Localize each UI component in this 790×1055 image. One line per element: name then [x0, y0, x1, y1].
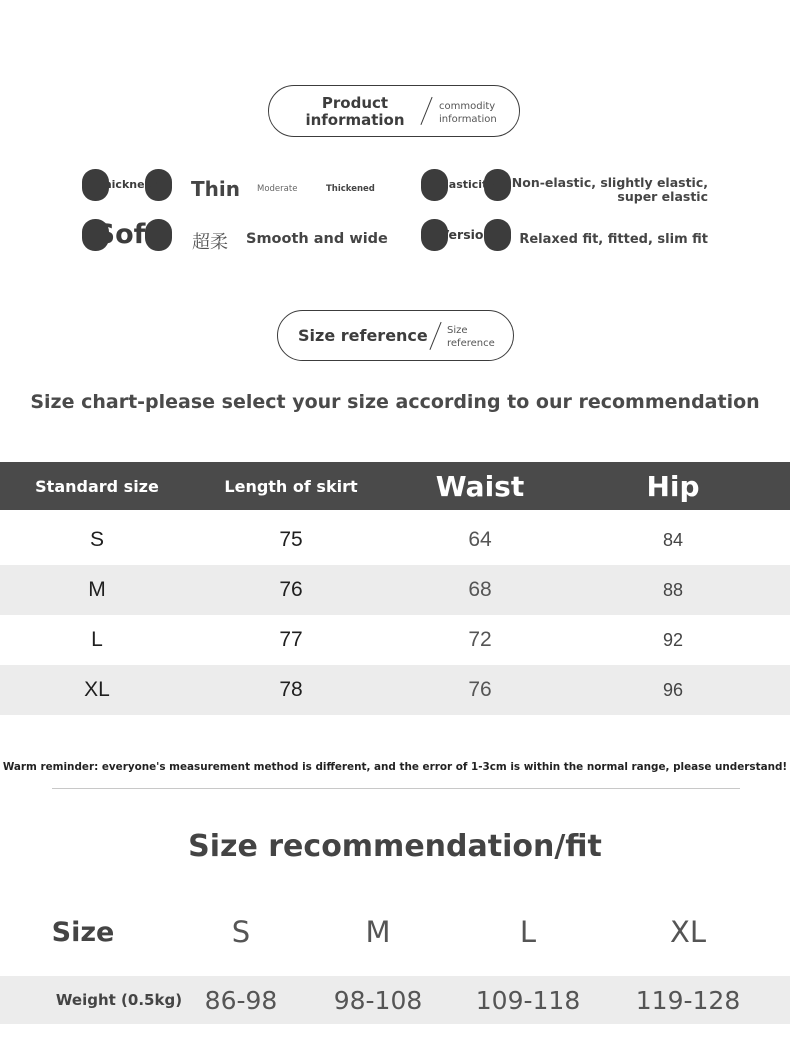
header-waist: Waist	[435, 469, 525, 503]
soft-option-super-soft: 超柔	[192, 232, 228, 253]
thickness-label-badge	[82, 169, 172, 201]
version-label-badge	[421, 219, 511, 251]
thickness-option-moderate: Moderate	[257, 184, 298, 194]
cell-hip: 84	[662, 529, 684, 550]
version-label: Version	[439, 227, 493, 242]
cell-waist: 76	[468, 678, 492, 701]
cell-waist: 64	[468, 528, 492, 551]
size-l: L	[519, 915, 537, 949]
cell-waist: 72	[468, 628, 492, 651]
weight-label: Weight (0.5kg)	[55, 991, 183, 1009]
weight-s: 86-98	[204, 985, 278, 1015]
cell-length: 78	[279, 678, 303, 701]
cell-size: L	[91, 628, 103, 651]
size-table-header	[0, 462, 790, 510]
cell-hip: 92	[662, 629, 684, 650]
header-length-of-skirt: Length of skirt	[224, 476, 358, 496]
cell-size: XL	[84, 678, 110, 701]
section-divider	[52, 788, 740, 789]
table-row	[0, 565, 790, 615]
weight-l: 109-118	[475, 985, 581, 1015]
weight-xl: 119-128	[635, 985, 741, 1015]
elasticity-value: Non-elastic, slightly elastic, super elastic	[511, 175, 708, 204]
elasticity-label: Elasticity	[437, 178, 495, 191]
size-m: M	[365, 915, 391, 949]
header-hip: Hip	[646, 469, 700, 503]
thickness-label: Thickness	[96, 178, 158, 191]
soft-option-smooth: Smooth and wide	[246, 231, 388, 247]
cell-hip: 88	[662, 579, 684, 600]
cell-size: M	[88, 578, 106, 601]
size-chart-title: Size chart-please select your size according to our recommendation	[30, 391, 760, 413]
version-value: Relaxed fit, fitted, slim fit	[519, 232, 708, 247]
size-reference-sub: Size reference	[447, 325, 495, 349]
thickness-option-thin: Thin	[191, 177, 240, 201]
size-label: Size	[51, 916, 115, 948]
weight-m: 98-108	[333, 985, 423, 1015]
size-reference-heading	[277, 310, 514, 361]
product-info-heading	[268, 85, 520, 137]
recommendation-title: Size recommendation/fit	[188, 829, 602, 864]
size-xl: XL	[669, 915, 707, 949]
product-info-main: Product information	[305, 94, 405, 129]
soft-label-badge	[82, 219, 172, 251]
cell-length: 77	[279, 628, 303, 651]
soft-label: Soft	[95, 219, 159, 250]
size-s: S	[231, 915, 251, 949]
table-row	[0, 665, 790, 715]
warm-reminder: Warm reminder: everyone's measurement method is different, and the error of 1-3cm is within the normal range, please understand!	[2, 761, 788, 773]
size-reference-main: Size reference	[298, 326, 428, 345]
cell-size: S	[89, 528, 104, 551]
cell-length: 75	[279, 528, 303, 551]
header-standard-size: Standard size	[35, 476, 159, 496]
cell-length: 76	[279, 578, 303, 601]
cell-waist: 68	[468, 578, 492, 601]
elasticity-label-badge	[421, 169, 511, 201]
thickness-option-thickened: Thickened	[326, 184, 375, 194]
recommendation-weight-row	[0, 976, 790, 1024]
cell-hip: 96	[662, 679, 684, 700]
recommendation-size-row	[0, 906, 790, 958]
table-row	[0, 515, 790, 565]
divider-slash	[420, 97, 432, 125]
table-row	[0, 615, 790, 665]
divider-slash	[429, 322, 441, 350]
product-info-sub: commodity information	[439, 101, 497, 125]
